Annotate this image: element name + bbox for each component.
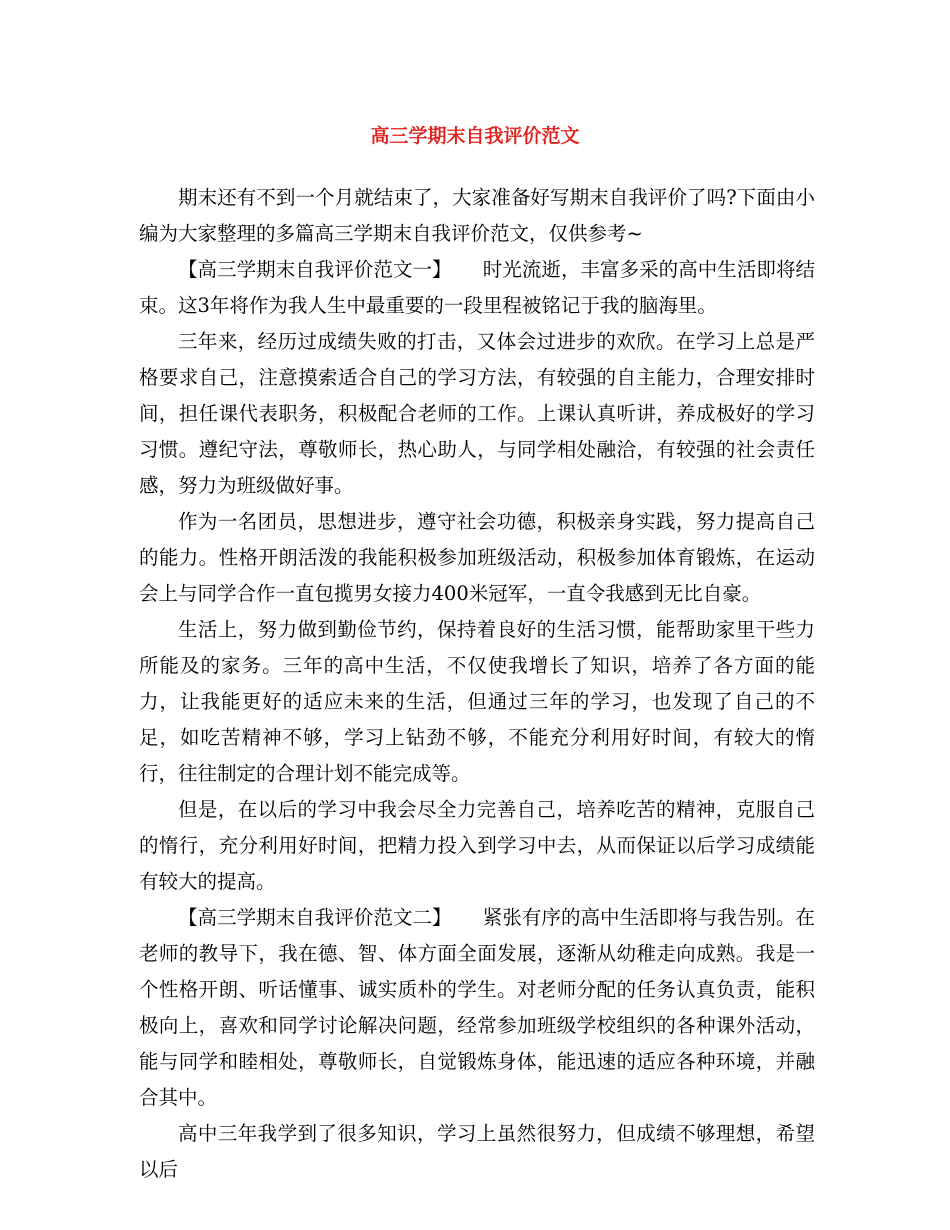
paragraph-text: 作为一名团员，思想进步，遵守社会功德，积极亲身实践，努力提高自己的能力。性格开朗活泼的我能积极参加班级活动，积极参加体育锻炼，在运动会上与同学合作一直包揽男女接力400米冠军，一直令我感到无比自豪。 bbox=[139, 510, 815, 605]
sample-one-paragraph bbox=[139, 252, 815, 324]
paragraph-text: 但是，在以后的学习中我会尽全力完善自己，培养吃苦的精神，克服自己的惰行，充分利用好时间，把精力投入到学习中去，从而保证以后学习成绩能有较大的提高。 bbox=[139, 798, 815, 893]
paragraph-text: 紧张有序的高中生活即将与我告别。在老师的教导下，我在德、智、体方面全面发展，逐渐从幼稚走向成熟。我是一个性格开朗、听话懂事、诚实质朴的学生。对老师分配的任务认真负责，能积极向上，喜欢和同学讨论解决问题，经常参加班级学校组织的各种课外活动，能与同学和睦相处，尊敬师长，自觉锻炼身体，能迅速的适应各种环境，并融合其中。 bbox=[139, 906, 815, 1109]
paragraph-text: 时光流逝，丰富多采的高中生活即将结束。这3年将作为我人生中最重要的一段里程被铭记于我的脑海里。 bbox=[139, 258, 815, 317]
sample-two-paragraph bbox=[139, 900, 815, 1116]
document-body bbox=[139, 180, 815, 1188]
paragraph-text: 生活上，努力做到勤俭节约，保持着良好的生活习惯，能帮助家里干些力所能及的家务。三年的高中生活，不仅使我增长了知识，培养了各方面的能力，让我能更好的适应未来的生活，但通过三年的学习，也发现了自己的不足，如吃苦精神不够，学习上钻劲不够，不能充分利用好时间，有较大的惰行，往往制定的合理计划不能完成等。 bbox=[139, 618, 815, 785]
paragraph-text: 三年来，经历过成绩失败的打击，又体会过进步的欢欣。在学习上总是严格要求自己，注意摸索适合自己的学习方法，有较强的自主能力，合理安排时间，担任课代表职务，积极配合老师的工作。上课认真听讲，养成极好的学习习惯。遵纪守法，尊敬师长，热心助人，与同学相处融洽，有较强的社会责任感，努力为班级做好事。 bbox=[139, 330, 815, 497]
paragraph-text: 期末还有不到一个月就结束了，大家准备好写期末自我评价了吗?下面由小编为大家整理的多篇高三学期末自我评价范文，仅供参考~ bbox=[139, 186, 815, 245]
document-title: 高三学期末自我评价范文 bbox=[370, 125, 580, 147]
sample-one-heading: 【高三学期末自我评价范文一】 bbox=[178, 258, 452, 281]
body-paragraph bbox=[139, 612, 815, 792]
body-paragraph bbox=[139, 792, 815, 900]
body-paragraph bbox=[139, 324, 815, 504]
body-paragraph bbox=[139, 504, 815, 612]
body-paragraph bbox=[139, 1116, 815, 1188]
sample-two-heading: 【高三学期末自我评价范文二】 bbox=[178, 906, 452, 929]
paragraph-text: 高中三年我学到了很多知识，学习上虽然很努力，但成绩不够理想，希望以后 bbox=[139, 1122, 815, 1181]
intro-paragraph bbox=[139, 180, 815, 252]
